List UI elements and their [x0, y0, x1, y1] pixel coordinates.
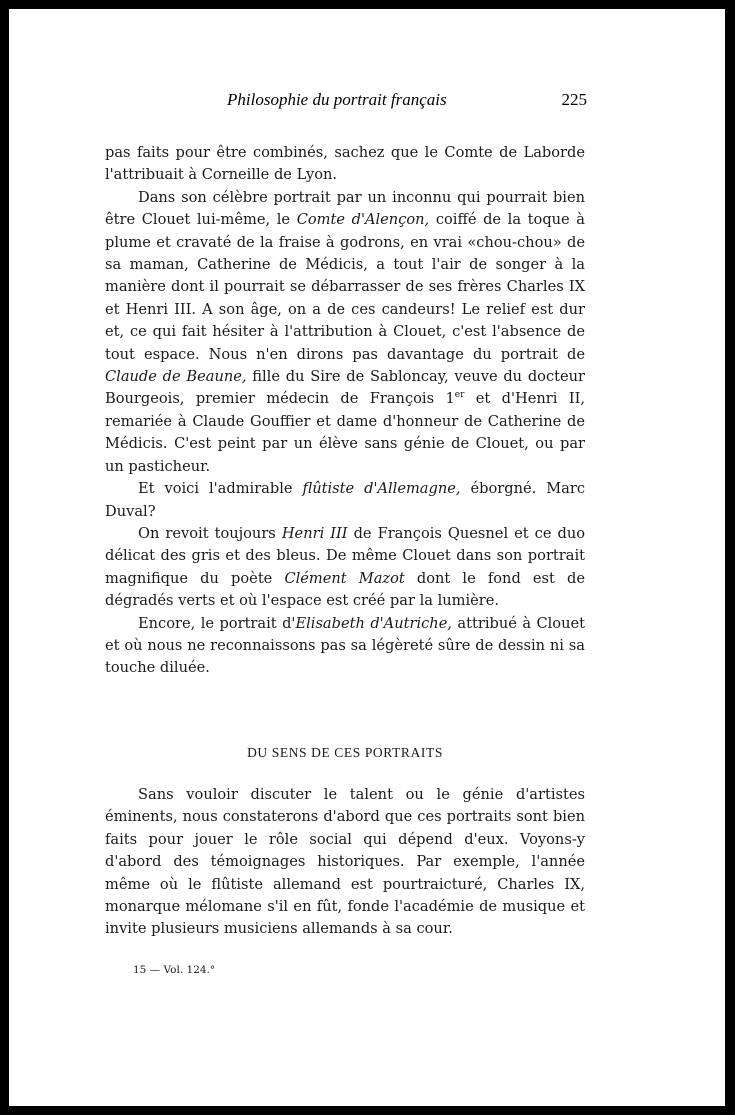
- paragraph-3-part-1: Et voici l'admirable: [138, 480, 303, 498]
- paragraph-2-part-3: fille du Sire de Sabloncay, veuve du docteur Bourgeois, premier médecin de François 1: [105, 368, 585, 408]
- italic-title-elisabeth: Elisabeth d'Autriche,: [295, 614, 452, 632]
- paragraph-4-part-2: de François Quesnel et ce duo délicat des gris et des bleus. De même Clouet dans son portrait magnifique du poète: [105, 524, 586, 587]
- page-number: 225: [561, 90, 587, 109]
- body-text-bottom: [105, 784, 585, 941]
- paragraph-2-part-1: Dans son célèbre portrait par un inconnu qui pourrait bien être Clouet lui-même, le: [105, 188, 585, 229]
- paragraph-2-part-2: coiffé de la toque à plume et cravaté de la fraise à godrons, en vrai «chou-chou» de sa maman, Catherine de Médicis, a tout l'air de songer à la manière dont il pourrait se débarrasser de ses frères Charles IX et Henri III. A son âge, on a de ces candeurs! Le relief est dur et, ce qui fait hésiter à l'attribution à Clouet, c'est l'absence de tout espace. Nous n'en dirons pas davantage du portrait de: [105, 211, 586, 363]
- running-title: Philosophie du portrait français: [227, 90, 447, 109]
- italic-title-comte-alencon: Comte d'Alençon,: [296, 211, 430, 229]
- italic-title-clement-mazot: Clément Mazot: [284, 569, 405, 587]
- paragraph-1-text: pas faits pour être combinés, sachez que le Comte de Laborde l'attribuait à Corneille de Lyon.: [105, 144, 585, 184]
- paragraph-3: [105, 478, 585, 523]
- section-heading: DU SENS DE CES PORTRAITS: [247, 745, 443, 760]
- paragraph-5-part-2: attribué à Clouet et où nous ne reconnaissons pas sa légèreté sûre de dessin ni sa touche diluée.: [105, 614, 585, 677]
- paragraph-6: [105, 784, 585, 941]
- paragraph-2-part-4: et d'Henri II, remariée à Claude Gouffier et dame d'honneur de Catherine de Médicis. C'est peint par un élève sans génie de Clouet, ou par un pasticheur.: [105, 390, 585, 475]
- body-text-top: [105, 142, 585, 680]
- paragraph-1: [105, 142, 585, 187]
- paragraph-3-part-2: éborgné. Marc Duval?: [105, 480, 585, 520]
- superscript-er: er: [454, 390, 465, 401]
- signature-mark: 15 — Vol. 124.°: [133, 964, 216, 976]
- running-header: [103, 90, 587, 112]
- paragraph-5-part-1: Encore, le portrait d': [138, 614, 296, 632]
- italic-title-henri-iii: Henri III: [281, 524, 348, 542]
- paragraph-4-part-1: On revoit toujours: [138, 524, 282, 542]
- italic-title-flutiste: flûtiste d'Allemagne,: [302, 480, 461, 498]
- italic-title-claude-de-beaune: Claude de Beaune,: [105, 368, 247, 386]
- book-page: [9, 9, 725, 1106]
- paragraph-5: [105, 613, 585, 680]
- paragraph-4: [105, 523, 585, 613]
- paragraph-6-text: Sans vouloir discuter le talent ou le génie d'artistes éminents, nous constaterons d'abord que ces portraits sont bien faits pour jouer le rôle social qui dépend d'eux. Voyons-y d'abord des témoignages historiques. Par exemple, l'année même où le flûtiste allemand est pourtraicturé, Charles IX, monarque mélomane s'il en fût, fonde l'académie de musique et invite plusieurs musiciens allemands à sa cour.: [105, 786, 585, 938]
- paragraph-4-part-3: dont le fond est de dégradés verts et où l'espace est créé par la lumière.: [105, 569, 585, 610]
- paragraph-2: [105, 187, 585, 478]
